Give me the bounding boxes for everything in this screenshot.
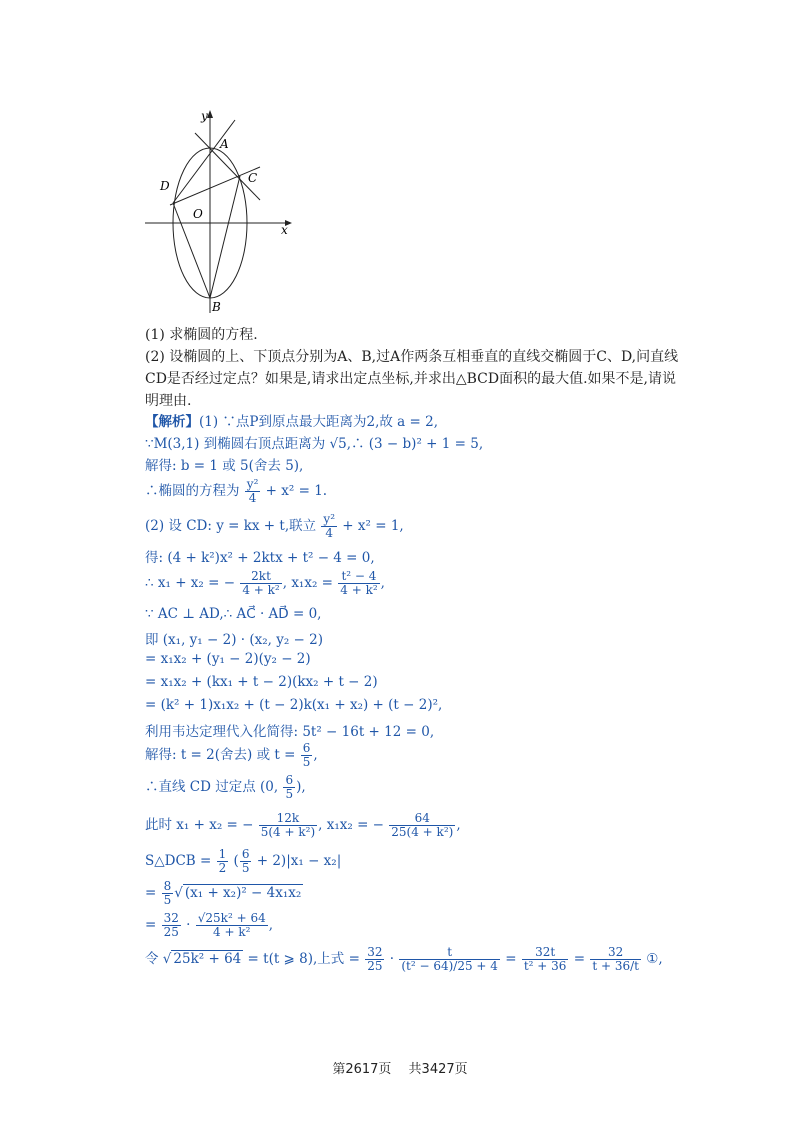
solution-line-1 <box>145 410 438 430</box>
solution-header: 【解析】 <box>145 414 199 430</box>
label-C: C <box>248 171 258 185</box>
sol-text: · <box>385 951 399 967</box>
sol-text: , <box>268 917 274 933</box>
numerator: t <box>399 946 500 960</box>
fraction <box>338 570 379 597</box>
sol-text: ∵M(3,1) 到椭圆右顶点距离为 <box>145 436 330 452</box>
sol-text: = t(t ⩾ 8),上式 = <box>243 951 365 967</box>
denominator: 2 <box>218 861 227 875</box>
sqrt-5: √5 <box>329 436 347 452</box>
solution-line-14 <box>145 742 318 769</box>
numerator: y² <box>246 477 259 491</box>
fraction <box>301 742 313 769</box>
fraction <box>162 912 181 939</box>
line-DB <box>173 203 210 298</box>
denominator: 4 <box>325 526 334 540</box>
solution-line-16 <box>145 812 461 839</box>
solution-line-9: 即 (x₁, y₁ − 2) · (x₂, y₂ − 2) <box>145 632 323 648</box>
label-O: O <box>193 207 203 221</box>
numerator: 1 <box>218 847 227 861</box>
numerator: 6 <box>302 741 311 755</box>
line-CB <box>210 176 240 298</box>
numerator: 12k <box>259 812 317 826</box>
solution-line-4 <box>145 478 327 505</box>
fraction <box>245 478 261 505</box>
sol-text: · <box>181 917 195 933</box>
sol-text: = <box>145 885 161 901</box>
solution-line-3: 解得: b = 1 或 5(舍去 5), <box>145 458 304 474</box>
numerator: 32 <box>367 945 383 959</box>
solution-line-6: 得: (4 + k²)x² + 2ktx + t² − 4 = 0, <box>145 550 375 566</box>
solution-line-19 <box>145 912 273 939</box>
sol-text: ①, <box>642 951 663 967</box>
fraction <box>522 946 569 973</box>
sol-text: = <box>500 951 521 967</box>
solution-line-17 <box>145 848 341 875</box>
fraction <box>590 946 641 973</box>
sqrt-content: (x₁ + x₂)² − 4x₁x₂ <box>184 885 302 901</box>
fraction <box>162 880 174 907</box>
sol-text: , x₁x₂ = <box>282 575 338 591</box>
sol-text: (2) 设 CD: y = kx + t,联立 <box>145 518 321 534</box>
solution-line-5 <box>145 513 404 540</box>
solution-line-15 <box>145 774 306 801</box>
numerator: 32t <box>522 946 569 960</box>
denominator: 5 <box>302 755 311 769</box>
fraction <box>240 570 281 597</box>
sol-text: ), <box>296 779 306 795</box>
denominator: 5 <box>285 787 294 801</box>
fraction <box>196 912 268 939</box>
sol-text: 解得: t = 2(舍去) 或 t = <box>145 747 300 763</box>
sol-text: ∴直线 CD 过定点 (0, <box>145 779 283 795</box>
numerator: 64 <box>389 812 455 826</box>
numerator: 2kt <box>240 570 281 584</box>
label-B: B <box>212 300 221 314</box>
label-D: D <box>160 179 170 193</box>
solution-line-12: = (k² + 1)x₁x₂ + (t − 2)k(x₁ + x₂) + (t − 2)², <box>145 697 443 713</box>
fraction <box>240 848 252 875</box>
fraction <box>217 848 229 875</box>
sol-text: S△DCB = <box>145 853 216 869</box>
fraction <box>399 946 500 973</box>
denominator: 4 + k² <box>213 925 251 939</box>
sol-text: = <box>569 951 590 967</box>
solution-line-11: = x₁x₂ + (kx₁ + t − 2)(kx₂ + t − 2) <box>145 674 378 690</box>
sol-text: , <box>380 575 385 591</box>
denominator: 25 <box>163 925 179 939</box>
fraction <box>365 946 384 973</box>
solution-line-18 <box>145 880 303 907</box>
denominator: t² + 36 <box>523 959 567 973</box>
question-1: (1) 求椭圆的方程. <box>145 327 258 343</box>
numerator: √25k² + 64 <box>197 911 266 925</box>
fraction <box>389 812 455 839</box>
sol-text: , x₁x₂ = − <box>318 817 389 833</box>
sol-text: = <box>145 917 161 933</box>
denominator: 4 + k² <box>242 583 280 597</box>
solution-line-13: 利用韦达定理代入化简得: 5t² − 16t + 12 = 0, <box>145 724 435 740</box>
denominator: 5 <box>163 893 172 907</box>
denominator: 5(4 + k²) <box>260 825 316 839</box>
denominator: 4 + k² <box>340 583 378 597</box>
sol-text: , <box>456 817 461 833</box>
numerator: 6 <box>241 847 250 861</box>
denominator: 4 <box>248 491 257 505</box>
denominator: 5 <box>241 861 250 875</box>
label-A: A <box>220 137 229 151</box>
label-x: x <box>281 223 288 237</box>
sol-text: + x² = 1, <box>338 518 404 534</box>
fraction <box>283 774 295 801</box>
sol-text: + x² = 1. <box>261 483 328 499</box>
sol-text: , <box>313 747 318 763</box>
question-2: (2) 设椭圆的上、下顶点分别为A、B,过A作两条互相垂直的直线交椭圆于C、D,问直线CD是否经过定点？如果是,请求出定点坐标,并求出△BCD面积的最大值.如果不是,请说明理由. <box>145 349 679 409</box>
sol-text: (1) ∵点P到原点最大距离为2,故 a = 2, <box>199 414 438 430</box>
sqrt-content: 25k² + 64 <box>173 951 242 967</box>
denominator: t + 36/t <box>592 959 639 973</box>
numerator: y² <box>323 512 336 526</box>
sol-text: 令 √ <box>145 951 172 967</box>
sol-text: ∴ x₁ + x₂ = − <box>145 575 240 591</box>
solution-line-7 <box>145 570 385 597</box>
page-footer: 第2617页 共3427页 <box>332 1062 468 1077</box>
denominator: 25(4 + k²) <box>391 825 454 839</box>
sqrt-sign: √ <box>174 885 183 901</box>
y-axis-arrow <box>207 110 213 118</box>
solution-line-8: ∵ AC ⊥ AD,∴ AC⃗ · AD⃗ = 0, <box>145 606 322 622</box>
denominator: 25 <box>367 959 383 973</box>
fraction <box>321 513 337 540</box>
denominator: (t² − 64)/25 + 4 <box>401 959 498 973</box>
sol-text: ,∴ (3 − b)² + 1 = 5, <box>346 436 484 452</box>
numerator: 8 <box>163 879 172 893</box>
numerator: 6 <box>285 773 294 787</box>
numerator: t² − 4 <box>338 570 379 584</box>
numerator: 32 <box>590 946 641 960</box>
solution-line-10: = x₁x₂ + (y₁ − 2)(y₂ − 2) <box>145 651 311 667</box>
fraction <box>259 812 317 839</box>
ellipse-figure <box>140 108 300 320</box>
label-y: y <box>201 109 208 123</box>
solution-line-20 <box>145 946 663 973</box>
solution-line-2 <box>145 432 483 452</box>
sol-text: 此时 x₁ + x₂ = − <box>145 817 258 833</box>
sol-text: ( <box>229 853 239 869</box>
numerator: 32 <box>163 911 179 925</box>
sol-text: + 2)|x₁ − x₂| <box>252 853 342 869</box>
sol-text: ∴椭圆的方程为 <box>145 483 244 499</box>
